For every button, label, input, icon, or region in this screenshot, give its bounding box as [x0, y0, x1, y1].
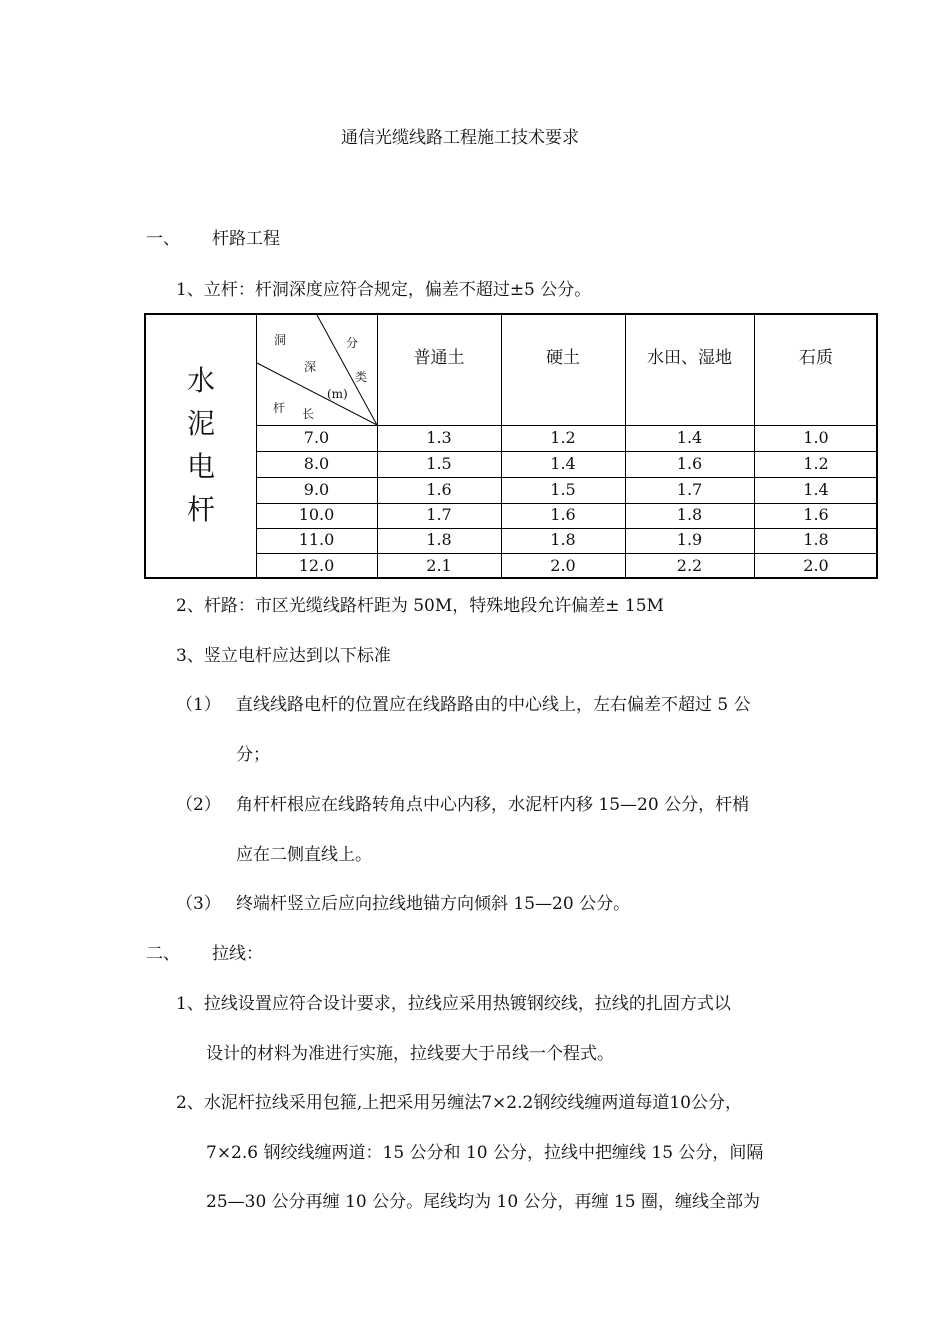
section2-item1-line1: 1、拉线设置应符合设计要求，拉线应采用热镀钢绞线，拉线的扎固方式以 — [176, 994, 731, 1014]
depth-cell: 1.6 — [426, 480, 452, 499]
side-label-char: 水 — [186, 364, 215, 397]
corner-label-chang: 长 — [302, 407, 315, 421]
header-ordinary-soil: 普通土 — [413, 348, 465, 368]
sub2-number: （2） — [176, 795, 221, 815]
depth-cell: 1.0 — [803, 428, 829, 447]
corner-label-lei: 类 — [355, 370, 368, 384]
section1-heading: 杆路工程 — [212, 229, 280, 249]
pole-length-cell: 10.0 — [298, 505, 335, 524]
table-hline — [256, 451, 876, 452]
depth-cell: 1.9 — [676, 530, 703, 549]
depth-cell: 1.4 — [550, 454, 576, 473]
depth-cell: 2.1 — [426, 556, 452, 575]
depth-cell: 2.0 — [803, 556, 829, 575]
header-rock: 石质 — [799, 348, 833, 368]
depth-cell: 1.3 — [426, 428, 452, 447]
pole-length-cell: 8.0 — [303, 454, 330, 473]
depth-cell: 1.4 — [676, 428, 703, 447]
depth-cell: 1.8 — [426, 530, 452, 549]
depth-cell: 1.8 — [550, 530, 576, 549]
depth-cell: 1.6 — [803, 505, 829, 524]
section2-item2-line3: 25—30 公分再缠 10 公分。尾线均为 10 公分，再缠 15 圈，缠线全部为 — [206, 1192, 760, 1212]
sub2-line2: 应在二侧直线上。 — [236, 845, 372, 865]
section2-item2-line2: 7×2.6 钢绞线缠两道：15 公分和 10 公分，拉线中把缠线 15 公分，间隔 — [206, 1143, 764, 1163]
table-hline — [256, 553, 876, 554]
side-label-char: 电 — [186, 450, 215, 483]
section2-heading: 拉线： — [212, 944, 263, 964]
pole-length-cell: 9.0 — [303, 480, 330, 499]
depth-cell: 1.8 — [803, 530, 829, 549]
pole-length-cell: 11.0 — [298, 530, 335, 549]
corner-label-dong: 洞 — [274, 333, 287, 347]
section1-number: 一、 — [146, 229, 180, 249]
table-hline — [256, 477, 876, 478]
depth-cell: 1.2 — [803, 454, 829, 473]
sub1-line2: 分； — [236, 745, 270, 765]
section2-item2-line1: 2、水泥杆拉线采用包箍,上把采用另缠法7×2.2钢绞线缠两道每道10公分， — [176, 1093, 742, 1113]
section2-number: 二、 — [146, 944, 180, 964]
pole-length-cell: 7.0 — [303, 428, 330, 447]
header-hard-soil: 硬土 — [546, 348, 580, 368]
pole-depth-table — [144, 313, 878, 579]
depth-cell: 1.6 — [550, 505, 576, 524]
pole-length-cell: 12.0 — [298, 556, 335, 575]
section1-item3: 3、竖立电杆应达到以下标准 — [176, 646, 391, 666]
table-hline — [256, 528, 876, 529]
sub3-line1: 终端杆竖立后应向拉线地锚方向倾斜 15—20 公分。 — [236, 894, 631, 914]
depth-cell: 1.5 — [550, 480, 576, 499]
depth-cell: 1.4 — [803, 480, 829, 499]
corner-label-unit: (m) — [327, 387, 348, 401]
table-hline — [256, 425, 876, 426]
sub2-line1: 角杆杆根应在线路转角点中心内移，水泥杆内移 15—20 公分，杆梢 — [236, 795, 750, 815]
depth-cell: 1.7 — [426, 505, 452, 524]
sub1-number: （1） — [176, 695, 221, 715]
corner-label-fen: 分 — [346, 336, 359, 350]
side-label-char: 杆 — [186, 493, 215, 526]
depth-cell: 1.7 — [676, 480, 703, 499]
corner-label-gan: 杆 — [273, 401, 286, 415]
header-paddy-wetland: 水田、湿地 — [647, 348, 732, 368]
sub1-line1: 直线线路电杆的位置应在线路路由的中心线上，左右偏差不超过 5 公 — [236, 695, 751, 715]
depth-cell: 1.2 — [550, 428, 576, 447]
side-label-cement-pole — [146, 359, 256, 531]
sub3-number: （3） — [176, 894, 221, 914]
section1-item1: 1、立杆：杆洞深度应符合规定，偏差不超过±5 公分。 — [176, 280, 592, 300]
depth-cell: 2.0 — [550, 556, 576, 575]
section2-item1-line2: 设计的材料为准进行实施，拉线要大于吊线一个程式。 — [206, 1044, 614, 1064]
section1-item2: 2、杆路：市区光缆线路杆距为 50M，特殊地段允许偏差± 15M — [176, 596, 664, 616]
table-hline — [256, 503, 876, 504]
depth-cell: 1.6 — [676, 454, 703, 473]
depth-cell: 2.2 — [676, 556, 703, 575]
depth-cell: 1.8 — [676, 505, 703, 524]
corner-label-shen: 深 — [304, 360, 317, 374]
page-title: 通信光缆线路工程施工技术要求 — [341, 128, 579, 148]
side-label-char: 泥 — [186, 407, 215, 440]
depth-cell: 1.5 — [426, 454, 452, 473]
